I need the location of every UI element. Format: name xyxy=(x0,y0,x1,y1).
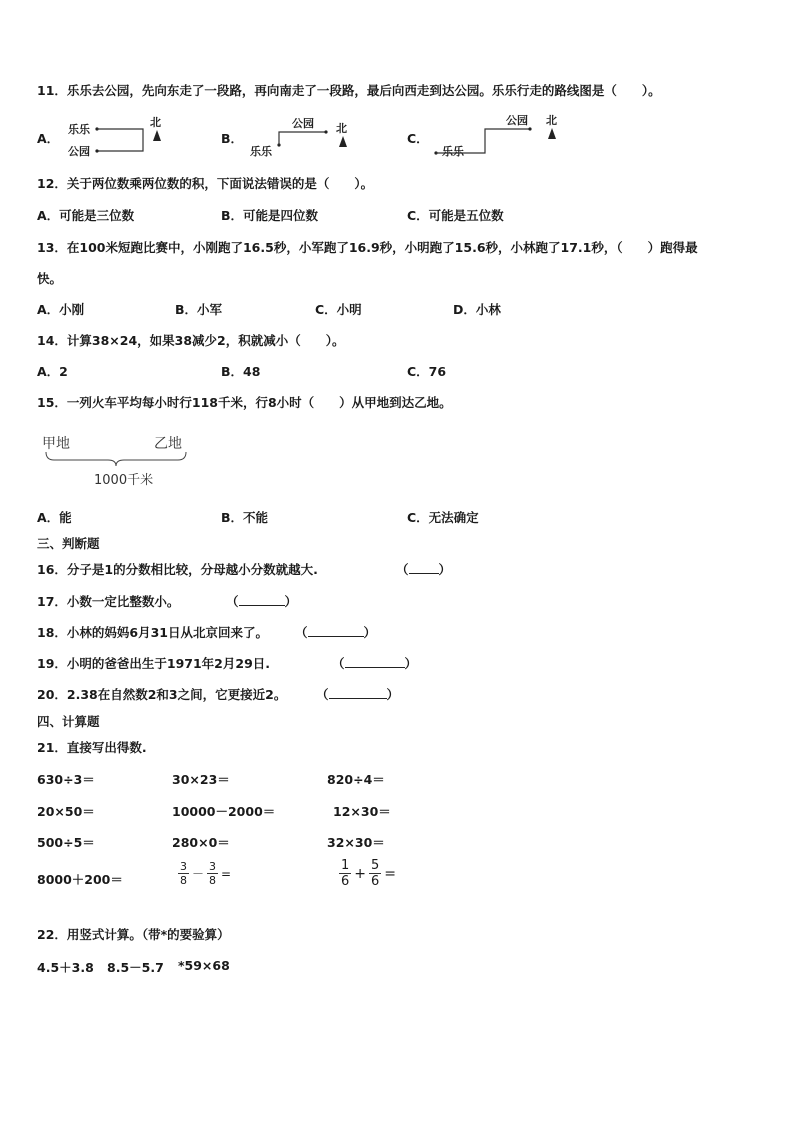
paren-open: （ xyxy=(295,625,308,640)
start-place-label: 甲地 xyxy=(42,436,70,452)
q15-distance-diagram xyxy=(38,430,198,490)
north-arrow-icon xyxy=(153,130,161,141)
q13-option-d[interactable]: D．小林 xyxy=(453,302,501,317)
denominator: 6 xyxy=(371,874,380,889)
q14-text: 14．计算38×24，如果38减少2，积就减小（ ）。 xyxy=(37,333,345,348)
blank-line[interactable] xyxy=(239,605,285,606)
q15-option-b[interactable]: B．不能 xyxy=(221,510,269,525)
north-arrow-icon xyxy=(548,128,556,139)
operator: + xyxy=(354,865,367,882)
q21-item: 10000－2000＝ xyxy=(172,804,276,819)
route-line xyxy=(97,129,143,151)
paren-close: ） xyxy=(404,656,418,671)
numerator: 3 xyxy=(209,860,217,873)
q20-answer-blank[interactable] xyxy=(316,687,399,703)
start-label: 乐乐 xyxy=(68,123,90,136)
blank-line[interactable] xyxy=(409,573,439,574)
q21-item: 32×30＝ xyxy=(327,835,385,850)
q12-option-b[interactable]: B．可能是四位数 xyxy=(221,208,319,223)
end-place-label: 乙地 xyxy=(154,436,182,452)
q14-option-a[interactable]: A．2 xyxy=(37,364,68,379)
q19-text: 19．小明的爸爸出生于1971年2月29日. xyxy=(37,656,271,671)
denominator: 6 xyxy=(341,874,350,889)
distance-label: 1000千米 xyxy=(94,473,154,488)
q17-text: 17．小数一定比整数小。 xyxy=(37,594,180,609)
q15-text: 15．一列火车平均每小时行118千米，行8小时（ ）从甲地到达乙地。 xyxy=(37,395,452,410)
q14-option-b[interactable]: B．48 xyxy=(221,364,261,379)
start-label: 乐乐 xyxy=(442,145,464,158)
q18-text: 18．小林的妈妈6月31日从北京回来了。 xyxy=(37,625,268,640)
equals: = xyxy=(384,865,397,882)
q11-text: 11．乐乐去公园，先向东走了一段路，再向南走了一段路，最后向西走到达公园。乐乐行走的路线图是（ ）。 xyxy=(37,83,661,98)
distance-brace xyxy=(46,452,186,466)
paren-close: ） xyxy=(438,562,452,577)
operator: － xyxy=(192,867,205,881)
paren-close: ） xyxy=(363,625,377,640)
q15-option-c[interactable]: C．无法确定 xyxy=(407,510,479,525)
section-4-title: 四、计算题 xyxy=(37,714,100,729)
q20-text: 20．2.38在自然数2和3之间，它更接近2。 xyxy=(37,687,287,702)
q17-answer-blank[interactable] xyxy=(226,594,297,610)
q13-option-c[interactable]: C．小明 xyxy=(315,302,362,317)
q22-item: *59×68 xyxy=(178,958,230,973)
q21-item: 12×30＝ xyxy=(333,804,391,819)
fraction xyxy=(178,860,189,887)
paren-close: ） xyxy=(386,687,400,702)
q11-option-c-letter[interactable]: C． xyxy=(407,131,429,146)
q15-option-a[interactable]: A．能 xyxy=(37,510,72,525)
numerator: 1 xyxy=(341,858,350,873)
q13-text-line1: 13．在100米短跑比赛中，小刚跑了16.5秒，小军跑了16.9秒，小明跑了15.6秒，小林跑了17.1秒，（ ）跑得最 xyxy=(37,240,698,255)
q12-option-a[interactable]: A．可能是三位数 xyxy=(37,208,135,223)
north-arrow-icon xyxy=(339,136,347,147)
q11-option-b-diagram xyxy=(246,112,366,160)
paren-close: ） xyxy=(284,594,298,609)
north-label: 北 xyxy=(336,122,347,135)
paren-open: （ xyxy=(332,656,345,671)
q11-option-a-diagram xyxy=(66,114,176,160)
q11-option-a-letter[interactable]: A． xyxy=(37,131,60,146)
q21-item: 280×0＝ xyxy=(172,835,230,850)
q21-fraction-addition xyxy=(339,858,396,889)
fraction xyxy=(369,858,381,889)
q11-option-c-diagram xyxy=(430,110,570,160)
blank-line[interactable] xyxy=(345,667,405,668)
q21-item: 20×50＝ xyxy=(37,804,95,819)
route-line xyxy=(279,132,326,145)
q13-option-a[interactable]: A．小刚 xyxy=(37,302,85,317)
blank-line[interactable] xyxy=(329,698,387,699)
equals: = xyxy=(221,866,232,881)
fraction xyxy=(339,858,351,889)
q13-option-b[interactable]: B．小军 xyxy=(175,302,223,317)
q21-text: 21．直接写出得数. xyxy=(37,740,147,755)
q21-item: 8000＋200＝ xyxy=(37,872,123,887)
q12-text: 12．关于两位数乘两位数的积，下面说法错误的是（ ）。 xyxy=(37,176,374,191)
q19-answer-blank[interactable] xyxy=(332,656,417,672)
end-label: 公园 xyxy=(292,117,314,130)
paren-open: （ xyxy=(396,562,409,577)
q21-item: 500÷5＝ xyxy=(37,835,95,850)
q16-answer-blank[interactable] xyxy=(396,562,451,578)
numerator: 5 xyxy=(371,858,380,873)
end-dot xyxy=(324,130,327,133)
q21-fraction-subtraction xyxy=(178,860,231,887)
q18-answer-blank[interactable] xyxy=(295,625,376,641)
q22-item: 4.5＋3.8 xyxy=(37,960,94,975)
q22-text: 22．用竖式计算。（带*的要验算） xyxy=(37,927,230,942)
q16-text: 16．分子是1的分数相比较，分母越小分数就越大. xyxy=(37,562,318,577)
q22-item: 8.5－5.7 xyxy=(107,960,164,975)
q11-option-b-letter[interactable]: B． xyxy=(221,131,244,146)
section-3-title: 三、判断题 xyxy=(37,536,100,551)
q21-item: 30×23＝ xyxy=(172,772,230,787)
q13-text-line2: 快。 xyxy=(37,271,63,286)
north-label: 北 xyxy=(150,116,161,129)
paren-open: （ xyxy=(316,687,329,702)
q21-item: 630÷3＝ xyxy=(37,772,95,787)
fraction xyxy=(207,860,218,887)
q14-option-c[interactable]: C．76 xyxy=(407,364,447,379)
end-dot xyxy=(528,127,531,130)
q21-item: 820÷4＝ xyxy=(327,772,385,787)
end-label: 公园 xyxy=(68,145,90,158)
paren-open: （ xyxy=(226,594,239,609)
blank-line[interactable] xyxy=(308,636,364,637)
denominator: 8 xyxy=(180,874,187,887)
end-dot xyxy=(95,149,98,152)
q12-option-c[interactable]: C．可能是五位数 xyxy=(407,208,504,223)
numerator: 3 xyxy=(180,860,187,873)
start-label: 乐乐 xyxy=(250,145,272,158)
north-label: 北 xyxy=(546,114,557,127)
end-label: 公园 xyxy=(506,114,528,127)
denominator: 8 xyxy=(209,874,217,887)
